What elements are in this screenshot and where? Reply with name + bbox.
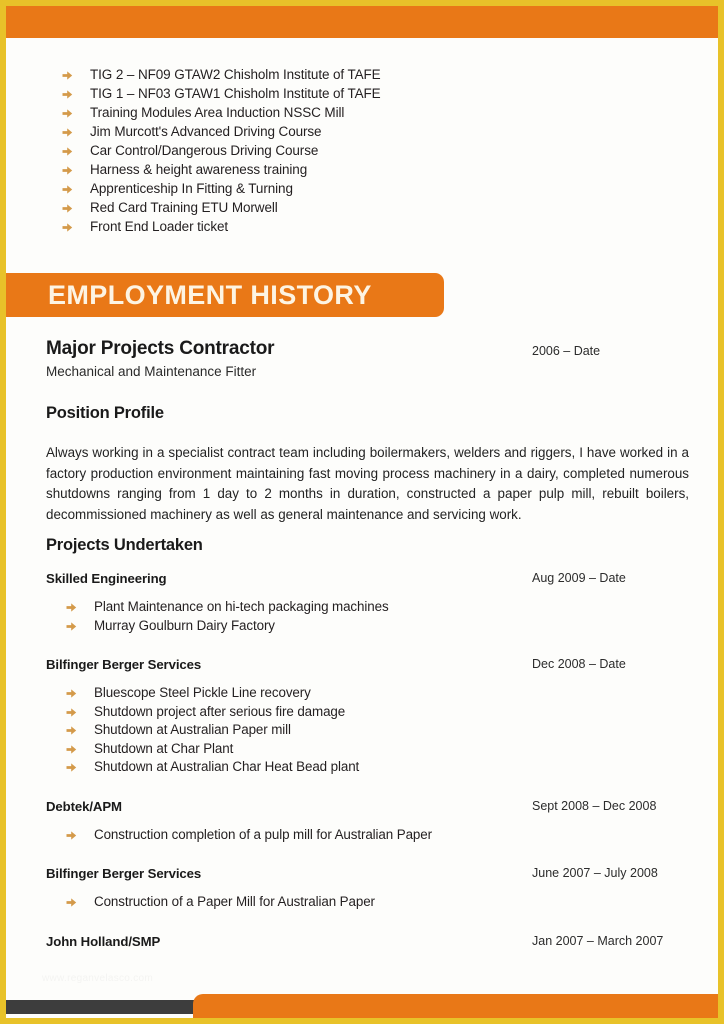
list-item-label: Shutdown at Australian Paper mill bbox=[94, 722, 291, 737]
arrow-bullet-icon bbox=[62, 199, 90, 217]
projects-list bbox=[6, 571, 718, 977]
project-group bbox=[6, 934, 718, 949]
project-employer: Bilfinger Berger Services bbox=[46, 866, 202, 881]
footer-dark-bar bbox=[6, 1000, 202, 1014]
project-date: Jan 2007 – March 2007 bbox=[532, 933, 664, 948]
arrow-bullet-icon bbox=[66, 617, 94, 635]
list-item-label: Apprenticeship In Fitting & Turning bbox=[90, 181, 293, 196]
section-banner-title: EMPLOYMENT HISTORY bbox=[48, 279, 372, 310]
project-date: Dec 2008 – Date bbox=[532, 657, 626, 671]
arrow-bullet-icon bbox=[66, 758, 94, 776]
project-group bbox=[6, 657, 718, 777]
projects-undertaken-heading: Projects Undertaken bbox=[46, 536, 203, 554]
list-item bbox=[62, 142, 662, 160]
list-item bbox=[62, 218, 662, 236]
position-profile-text: Always working in a specialist contract team including boilermakers, welders and riggers, I have worked in a factory production environment maintaining fast moving process machinery in a dairy, completed numerous shutdowns ranging from 1 day to 2 months in duration, constructed a paper pulp mill, rebuilt boilers, decommissioned machinery as well as general maintenance and servicing work. bbox=[46, 445, 689, 522]
project-group bbox=[6, 799, 718, 845]
project-date: Aug 2009 – Date bbox=[532, 571, 626, 585]
project-header bbox=[6, 866, 718, 881]
list-item bbox=[66, 758, 718, 777]
list-item-label: Jim Murcott's Advanced Driving Course bbox=[90, 124, 322, 139]
list-item-label: Car Control/Dangerous Driving Course bbox=[90, 143, 319, 158]
project-items bbox=[6, 684, 718, 777]
footer-orange-bar bbox=[193, 994, 718, 1018]
list-item bbox=[62, 104, 662, 122]
list-item bbox=[66, 684, 718, 703]
project-items bbox=[6, 893, 718, 912]
list-item bbox=[62, 199, 662, 217]
project-header bbox=[6, 657, 718, 672]
certifications-list bbox=[62, 66, 662, 237]
arrow-bullet-icon bbox=[66, 684, 94, 702]
job-header bbox=[46, 338, 686, 360]
top-accent-band bbox=[6, 6, 718, 38]
project-date: June 2007 – July 2008 bbox=[532, 866, 658, 880]
list-item bbox=[66, 893, 718, 912]
project-employer: Skilled Engineering bbox=[46, 571, 167, 586]
arrow-bullet-icon bbox=[62, 142, 90, 160]
employment-history-banner bbox=[6, 273, 444, 317]
project-header bbox=[6, 799, 718, 814]
list-item bbox=[66, 721, 718, 740]
list-item bbox=[66, 598, 718, 617]
arrow-bullet-icon bbox=[62, 123, 90, 141]
arrow-bullet-icon bbox=[62, 85, 90, 103]
list-item-label: Shutdown at Australian Char Heat Bead plant bbox=[94, 759, 360, 774]
arrow-bullet-icon bbox=[66, 893, 94, 911]
project-employer: John Holland/SMP bbox=[46, 933, 161, 949]
list-item-label: Front End Loader ticket bbox=[90, 219, 229, 234]
job-subtitle: Mechanical and Maintenance Fitter bbox=[46, 364, 257, 379]
list-item bbox=[62, 161, 662, 179]
position-profile-heading: Position Profile bbox=[46, 404, 164, 422]
list-item-label: Shutdown project after serious fire damage bbox=[94, 703, 346, 719]
arrow-bullet-icon bbox=[62, 180, 90, 198]
arrow-bullet-icon bbox=[62, 218, 90, 236]
list-item-label: Shutdown at Char Plant bbox=[94, 740, 234, 756]
list-item-label: Plant Maintenance on hi-tech packaging machines bbox=[94, 599, 389, 614]
project-header bbox=[6, 571, 718, 586]
arrow-bullet-icon bbox=[62, 104, 90, 122]
job-date: 2006 – Date bbox=[532, 344, 601, 358]
list-item bbox=[62, 66, 662, 84]
project-items bbox=[6, 826, 718, 845]
arrow-bullet-icon bbox=[66, 598, 94, 616]
list-item-label: Red Card Training ETU Morwell bbox=[90, 200, 278, 215]
footer-watermark: www.reganvelasco.com bbox=[42, 973, 154, 984]
list-item bbox=[66, 617, 718, 636]
list-item bbox=[66, 703, 718, 722]
list-item bbox=[62, 85, 662, 103]
list-item-label: Training Modules Area Induction NSSC Mill bbox=[90, 105, 345, 120]
project-items bbox=[6, 598, 718, 635]
list-item-label: TIG 1 – NF03 GTAW1 Chisholm Institute of TAFE bbox=[90, 86, 381, 101]
arrow-bullet-icon bbox=[66, 721, 94, 739]
job-title: Major Projects Contractor bbox=[46, 338, 275, 359]
list-item bbox=[62, 123, 662, 141]
project-date: Sept 2008 – Dec 2008 bbox=[532, 798, 657, 813]
project-group bbox=[6, 571, 718, 635]
arrow-bullet-icon bbox=[66, 826, 94, 844]
page-inner bbox=[6, 6, 718, 1018]
list-item-label: TIG 2 – NF09 GTAW2 Chisholm Institute of TAFE bbox=[90, 67, 381, 82]
arrow-bullet-icon bbox=[66, 740, 94, 758]
arrow-bullet-icon bbox=[62, 161, 90, 179]
list-item-label: Bluescope Steel Pickle Line recovery bbox=[94, 685, 311, 700]
list-item bbox=[66, 740, 718, 759]
list-item bbox=[66, 826, 718, 845]
list-item bbox=[62, 180, 662, 198]
arrow-bullet-icon bbox=[62, 66, 90, 84]
project-header bbox=[6, 934, 718, 949]
list-item-label: Harness & height awareness training bbox=[90, 162, 308, 177]
list-item-label: Murray Goulburn Dairy Factory bbox=[94, 617, 275, 633]
project-employer: Bilfinger Berger Services bbox=[46, 657, 202, 672]
arrow-bullet-icon bbox=[66, 703, 94, 721]
list-item-label: Construction of a Paper Mill for Australian Paper bbox=[94, 894, 375, 909]
project-group bbox=[6, 866, 718, 912]
project-employer: Debtek/APM bbox=[46, 798, 122, 814]
list-item-label: Construction completion of a pulp mill for Australian Paper bbox=[94, 826, 432, 842]
